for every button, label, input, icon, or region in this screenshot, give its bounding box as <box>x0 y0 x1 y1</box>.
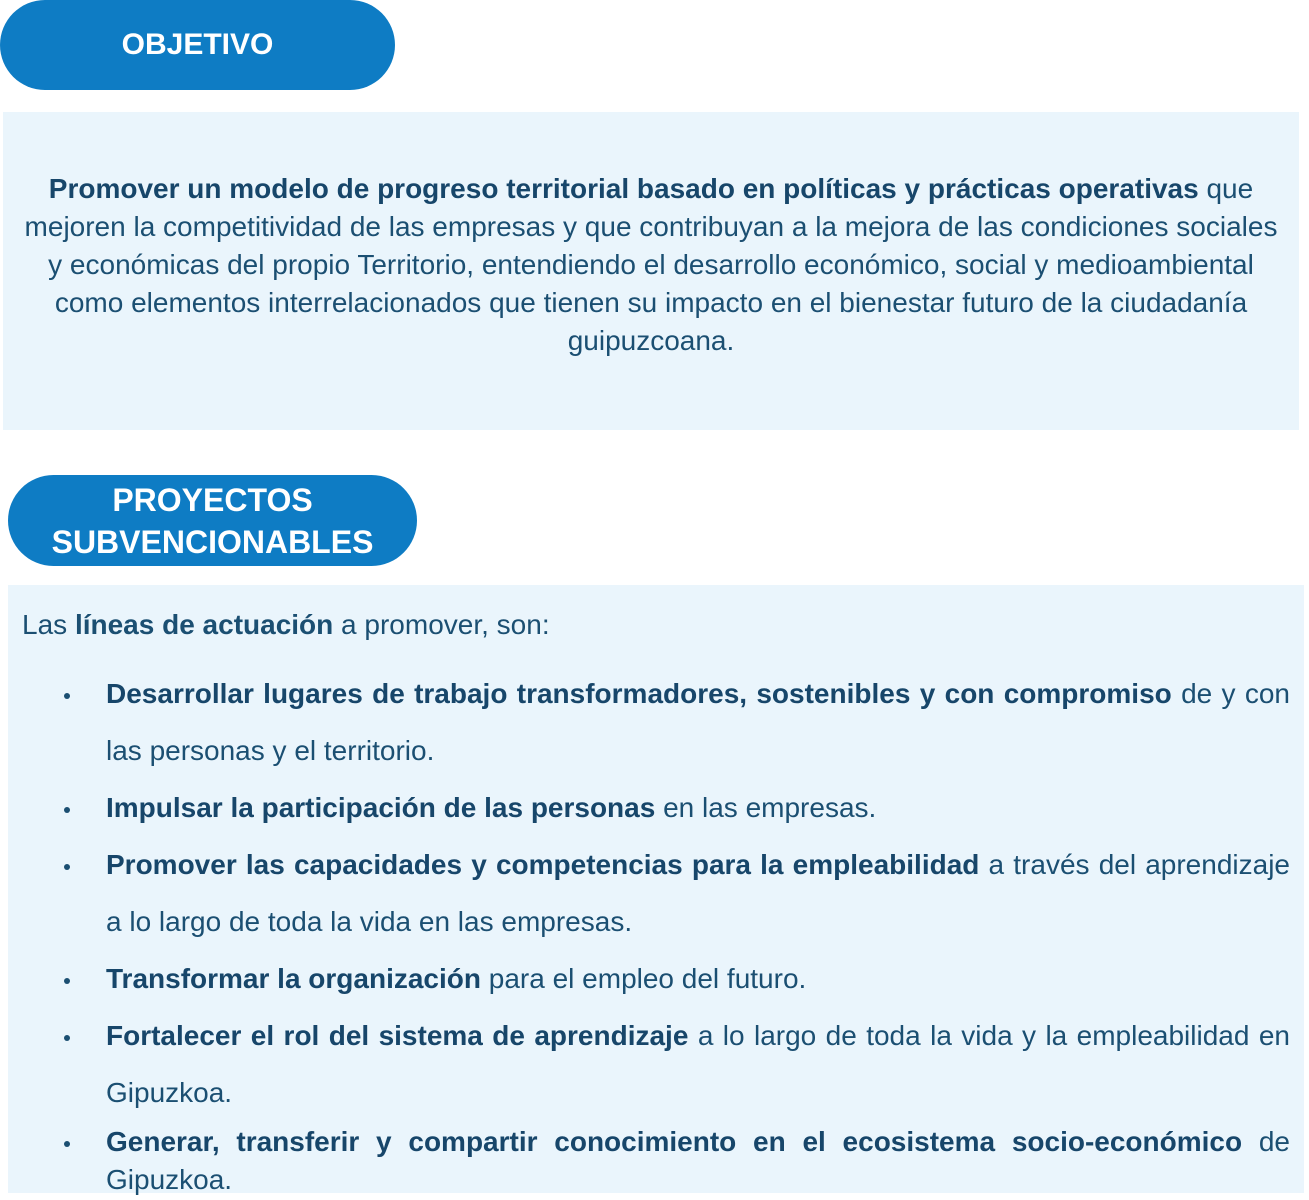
proyectos-heading <box>8 475 417 566</box>
bullet-icon <box>64 836 74 893</box>
list-item <box>64 1007 1290 1121</box>
objetivo-heading-label: OBJETIVO <box>121 28 274 61</box>
bullet-icon <box>64 950 74 1007</box>
list-item-bold: Promover las capacidades y competencias para la empleabilidad <box>106 849 980 880</box>
list-item <box>64 779 1290 836</box>
list-item-rest: de y con las personas y el territorio. <box>106 678 1290 766</box>
intro-bold: líneas de actuación <box>74 609 334 640</box>
lineas-list <box>64 665 1290 1199</box>
list-item-rest: en las empresas. <box>655 792 877 823</box>
bullet-icon <box>64 1123 74 1161</box>
list-item-rest: para el empleo del futuro. <box>481 963 807 994</box>
bullet-icon <box>64 779 74 836</box>
list-item-bold: Impulsar la participación de las personas <box>106 792 656 823</box>
objetivo-rest-text: que mejoren la competitividad de las empresas y que contribuyan a la mejora de las condiciones sociales y económicas del propio Territorio, entendiendo el desarrollo económico, social y medioambiental como elementos interrelacionados que tienen su impacto en el bienestar futuro de la ciudadanía guipuzcoana. <box>24 173 1278 356</box>
proyectos-heading-line2: SUBVENCIONABLES <box>51 523 374 560</box>
objetivo-box <box>3 112 1299 430</box>
objetivo-paragraph <box>21 170 1281 372</box>
list-item-bold: Generar, transferir y compartir conocimiento en el ecosistema socio-económico <box>106 1126 1243 1157</box>
list-item-rest: a lo largo de toda la vida y la empleabilidad en Gipuzkoa. <box>106 1020 1290 1108</box>
bullet-icon <box>64 665 74 722</box>
intro-post: a promover, son: <box>333 609 550 640</box>
list-item <box>64 950 1290 1007</box>
objetivo-bold-text: Promover un modelo de progreso territorial basado en políticas y prácticas operativas <box>48 173 1199 204</box>
proyectos-intro <box>22 607 550 643</box>
list-item-rest: a través del aprendizaje a lo largo de toda la vida en las empresas. <box>106 849 1290 937</box>
list-item <box>64 665 1290 779</box>
objetivo-heading <box>0 0 395 90</box>
list-item-bold: Desarrollar lugares de trabajo transformadores, sostenibles y con compromiso <box>106 678 1172 709</box>
list-item <box>64 1123 1290 1199</box>
intro-pre: Las <box>22 609 75 640</box>
list-item-bold: Transformar la organización <box>106 963 481 994</box>
proyectos-heading-line1: PROYECTOS <box>112 481 313 518</box>
list-item-rest: de Gipuzkoa. <box>106 1126 1290 1195</box>
bullet-icon <box>64 1007 74 1064</box>
list-item-bold: Fortalecer el rol del sistema de aprendizaje <box>106 1020 689 1051</box>
list-item <box>64 836 1290 950</box>
proyectos-box <box>8 585 1304 1193</box>
